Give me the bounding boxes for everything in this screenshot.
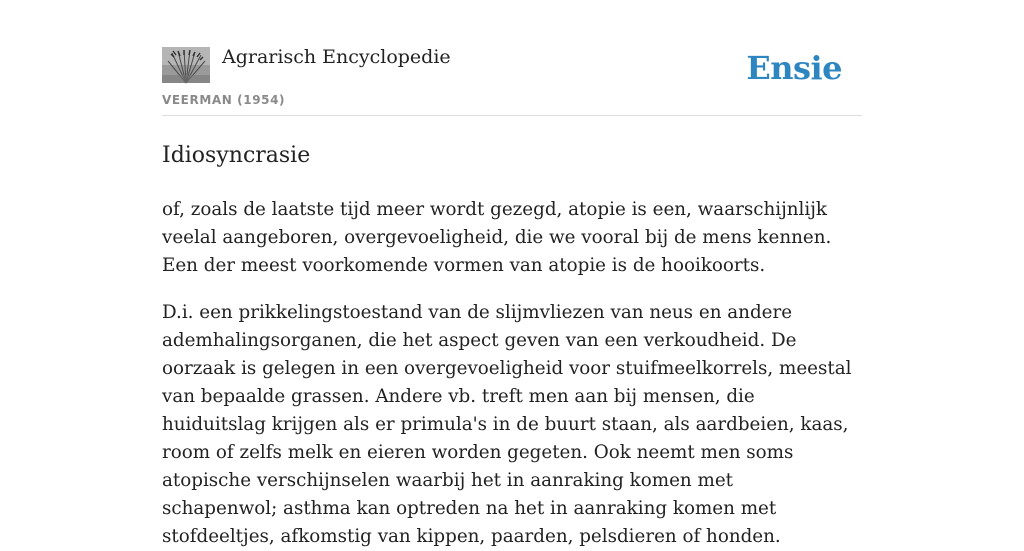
brand-logo[interactable]: Ensie: [746, 49, 842, 87]
page-title: Idiosyncrasie: [162, 143, 311, 168]
source-name[interactable]: Agrarisch Encyclopedie: [222, 46, 451, 68]
wheat-engraving-icon: [162, 47, 210, 83]
article-paragraph: of, zoals de laatste tijd meer wordt gezegd, atopie is een, waarschijnlijk veelal aangeboren, overgevoeligheid, die we vooral bij de mens kennen. Een der meest voorkomende vormen van atopie is de hooikoorts.: [162, 199, 832, 276]
article-paragraph: D.i. een prikkelingstoestand van de slijmvliezen van neus en andere ademhalingsorganen, die het aspect geven van een verkoudheid. De oorzaak is gelegen in een overgevoeligheid voor stuifmeelkorrels, meestal van bepaalde grassen. Andere vb. treft men aan bij mensen, die huiduitslag krijgen als er primula's in de buurt staan, als aardbeien, kaas, room of zelfs melk en eieren worden gegeten. Ook neemt men soms atopische verschijnselen waarbij het in aanraking komen met schapenwol; asthma kan optreden na het in aanraking komen met stofdeeltjes, afkomstig van kippen, paarden, pelsdieren of honden.: [162, 302, 852, 547]
article-page: [162, 0, 862, 547]
edition-label: VEERMAN (1954): [162, 93, 286, 107]
header: [162, 0, 862, 116]
